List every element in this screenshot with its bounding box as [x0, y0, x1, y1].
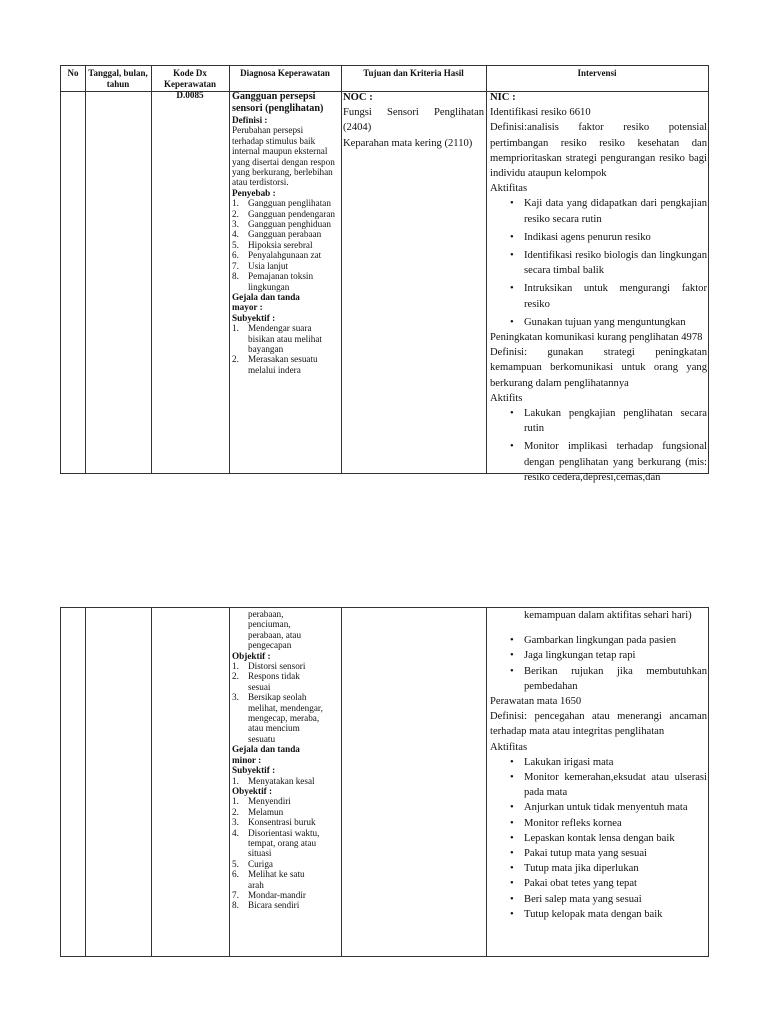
header-tanggal: Tanggal, bulan, tahun	[88, 68, 148, 89]
objektif-label: Objektif :	[232, 650, 271, 661]
subyektif-continuation: perabaan, penciuman, perabaan, atau pengecapan	[248, 609, 302, 651]
lingkungan-activities	[490, 633, 707, 694]
noc-label: NOC :	[343, 92, 373, 103]
list-item: 3. Bersikap seolah melihat, mendengar, mengecap, meraba, atau mencium sesuatu	[232, 692, 323, 744]
list-item: • Indikasi agens penurun resiko	[490, 230, 707, 245]
list-item: • Tutup kelopak mata dengan baik	[490, 907, 707, 922]
penyebab-list	[232, 198, 340, 292]
list-item: • Monitor kemerahan,eksudat atau ulserasi pada mata	[490, 770, 707, 800]
header-no: No	[67, 68, 79, 78]
noc-item: Fungsi Sensori Penglihatan (2404)	[343, 107, 484, 134]
subyektif-mayor-list	[232, 323, 340, 375]
subyektif-label: Subyektif :	[232, 312, 276, 323]
list-item: 6. Melihat ke satu arah	[232, 869, 305, 890]
list-item: 5. Hipoksia serebral	[232, 239, 313, 250]
perawatan-mata-title: Perawatan mata 1650	[490, 696, 582, 708]
list-item: 7. Usia lanjut	[232, 260, 289, 271]
diagnosa-cell	[232, 91, 340, 375]
nic-identifikasi-title: Identifikasi resiko 6610	[490, 107, 591, 119]
list-item: 1. Mendengar suara bisikan atau melihat bayangan	[232, 323, 322, 354]
subyektif-minor-label: Subyektif :	[232, 765, 276, 776]
kode-dx: D.0085	[176, 90, 204, 100]
obyektif-minor-list	[232, 796, 340, 910]
list-item: 7. Mondar-mandir	[232, 889, 306, 900]
list-item: • Gunakan tujuan yang menguntungkan	[490, 315, 707, 330]
tujuan-cell	[343, 90, 484, 151]
care-plan-table-page-1	[60, 65, 709, 483]
perawatan-mata-activities	[490, 755, 707, 922]
list-item: 2. Melamun	[232, 806, 284, 817]
list-item: • Anjurkan untuk tidak menyentuh mata	[490, 800, 707, 815]
care-plan-table-page-2	[60, 607, 709, 957]
list-item: • Pakai tutup mata yang sesuai	[490, 846, 707, 861]
nic-continuation: kemampuan dalam aktifitas sehari hari)	[524, 610, 692, 621]
diagnosa-cell-cont	[232, 609, 340, 911]
list-item: • Beri salep mata yang sesuai	[490, 892, 707, 907]
list-item: • Lepaskan kontak lensa dengan baik	[490, 831, 707, 846]
gejala-mayor-label: Gejala dan tanda mayor :	[232, 291, 300, 313]
list-item: • Lakukan irigasi mata	[490, 755, 707, 770]
subyektif-minor-list	[232, 776, 340, 786]
nic-identifikasi-activities	[490, 196, 707, 330]
list-item: • Identifikasi resiko biologis dan lingkungan secara timbal balik	[490, 248, 707, 278]
list-item: • Lakukan pengkajian penglihatan secara rutin	[490, 406, 707, 436]
aktifitas-label-2: Aktifitas	[490, 741, 528, 753]
list-item: 8. Pemajanan toksin lingkungan	[232, 271, 314, 292]
header-diagnosa: Diagnosa Keperawatan	[240, 68, 330, 78]
list-item: • Berikan rujukan jika membutuhkan pembedahan	[490, 664, 707, 694]
list-item: • Tutup mata jika diperlukan	[490, 861, 707, 876]
header-tujuan: Tujuan dan Kriteria Hasil	[363, 68, 464, 78]
penyebab-label: Penyebab :	[232, 187, 276, 198]
list-item: • Kaji data yang didapatkan dari pengkajian resiko secara rutin	[490, 196, 707, 226]
list-item: 3. Gangguan penghiduan	[232, 219, 331, 230]
noc-item: Keparahan mata kering (2110)	[343, 137, 473, 149]
intervensi-cell	[490, 90, 707, 485]
list-item: • Jaga lingkungan tetap rapi	[490, 648, 707, 663]
list-item: 6. Penyalahgunaan zat	[232, 250, 322, 261]
aktifits-label: Aktifits	[490, 392, 523, 404]
list-item: 8. Bicara sendiri	[232, 900, 300, 911]
list-item: 2. Merasakan sesuatu melalui indera	[232, 354, 318, 375]
list-item: • Monitor implikasi terhadap fungsional dengan penglihatan yang berkurang (mis: resiko cedera,depresi,cemas,dan	[490, 439, 707, 485]
objektif-list	[232, 661, 340, 744]
list-item: 3. Konsentrasi buruk	[232, 817, 316, 828]
nic-komunikasi-activities	[490, 406, 707, 485]
list-item: 4. Gangguan perabaan	[232, 229, 322, 240]
list-item: • Monitor refleks kornea	[490, 816, 707, 831]
list-item: 2. Respons tidak sesuai	[232, 671, 300, 692]
nic-komunikasi-def: Definisi: gunakan strategi peningkatan kemampuan berkomunikasi untuk orang yang berkurang dalam penglihatannya	[490, 347, 707, 389]
gejala-minor-label: Gejala dan tanda minor :	[232, 744, 300, 765]
nic-identifikasi-def: Definisi:analisis faktor resiko potensial pertimbangan resiko resiko kesehatan dan memprioritaskan strategi pengurangan resiko bagi individu ataupun kelompok	[490, 122, 707, 180]
list-item: 1. Distorsi sensori	[232, 661, 306, 672]
header-kode: Kode Dx Keperawatan	[164, 68, 216, 89]
list-item: • Pakai obat tetes yang tepat	[490, 876, 707, 891]
list-item: 1. Menyatakan kesal	[232, 775, 315, 786]
list-item: • Gambarkan lingkungan pada pasien	[490, 633, 707, 648]
aktifitas-label: Aktifitas	[490, 183, 528, 195]
list-item: 4. Disorientasi waktu, tempat, orang atau situasi	[232, 827, 320, 859]
list-item: • Intruksikan untuk mengurangi faktor resiko	[490, 281, 707, 311]
list-item: 1. Gangguan penglihatan	[232, 198, 331, 209]
nic-komunikasi-title: Peningkatan komunikasi kurang penglihatan 4978	[490, 332, 703, 344]
list-item: 1. Menyendiri	[232, 796, 291, 807]
list-item: 5. Curiga	[232, 858, 274, 869]
intervensi-cell-cont	[490, 608, 707, 922]
list-item: 2. Gangguan pendengaran	[232, 208, 335, 219]
header-intervensi: Intervensi	[577, 68, 617, 78]
definisi-text: Perubahan persepsi terhadap stimulus baik internal maupun eksternal yang disertai dengan respon yang berkurang, berlebihan atau terdistorsi.	[232, 125, 335, 188]
diagnosa-title: Gangguan persepsi sensori (penglihatan)	[232, 91, 324, 114]
perawatan-mata-def: Definisi: pencegahan atau menerangi ancaman terhadap mata atau integritas penglihatan	[490, 711, 707, 738]
obyektif-minor-label: Obyektif :	[232, 785, 273, 796]
nic-label: NIC :	[490, 92, 516, 103]
definisi-label: Definisi :	[232, 115, 268, 125]
